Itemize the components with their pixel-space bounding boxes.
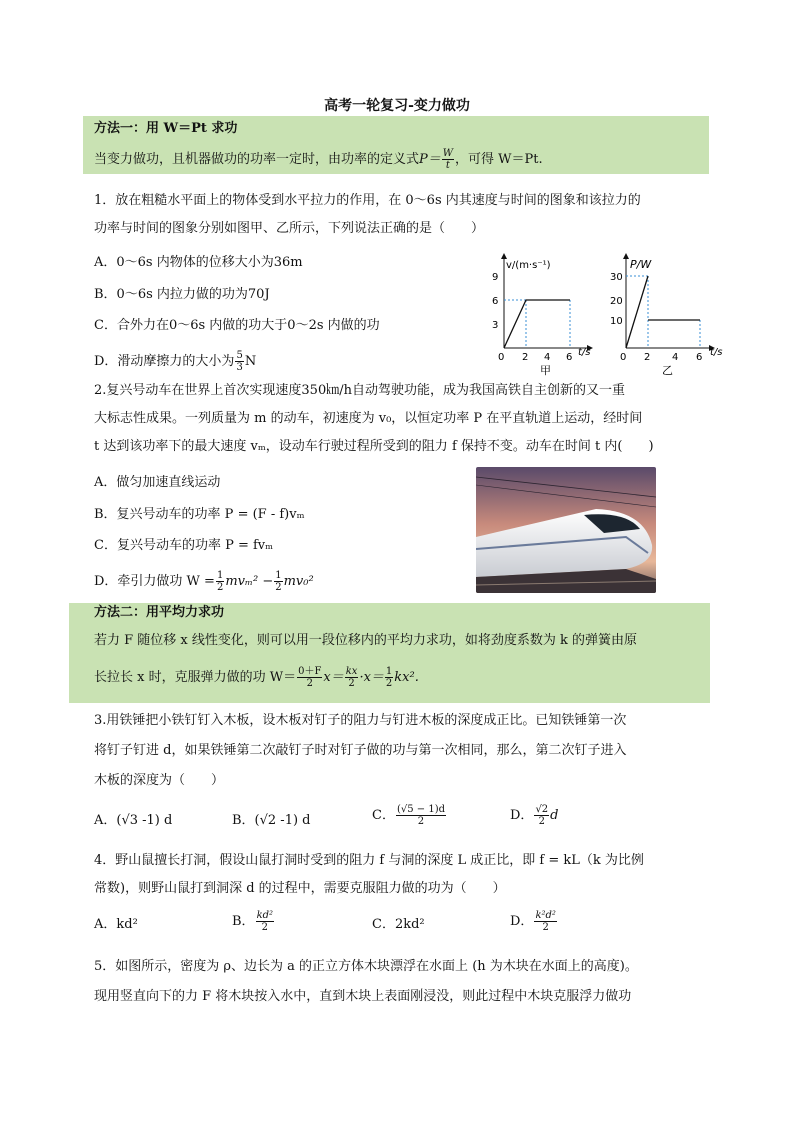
w-over-t-fraction: $\frac{W}{t}$ (442, 148, 454, 171)
q4-option-c: C．2kd² (372, 917, 425, 932)
svg-text:30: 30 (610, 272, 623, 283)
q2-line1: 2.复兴号动车在世界上首次实现速度350㎞/h自动驾驶功能，成为我国高铁自主创新的又一重 (94, 383, 625, 398)
svg-text:4: 4 (672, 352, 679, 363)
q3-option-b: B．(√2 -1) d (232, 813, 311, 828)
q1-line1: 1．放在粗糙水平面上的物体受到水平拉力的作用，在 0～6s 内其速度与时间的图象和该拉力的 (94, 193, 641, 208)
q3-line3: 木板的深度为（ ） (94, 773, 225, 788)
q2-line3: t 达到该功率下的最大速度 vₘ，设动车行驶过程所受到的阻力 f 保持不变。动车在时间 t 内( ) (94, 439, 654, 454)
q3-option-a: A．(√3 -1) d (94, 813, 173, 828)
svg-text:6: 6 (566, 352, 573, 363)
q2-option-a: A．做匀加速直线运动 (94, 475, 221, 490)
jia-y-label: v/(m·s⁻¹) (506, 260, 551, 271)
method1-description: 当变力做功，且机器做功的功率一定时，由功率的定义式P＝ $\frac{W}{t}$ ，可得 W＝Pt. (94, 148, 543, 171)
svg-text:2: 2 (644, 352, 651, 363)
page-title: 高考一轮复习-变力做功 (324, 98, 470, 114)
q2-option-b: B．复兴号动车的功率 P = (F - f)vₘ (94, 507, 305, 522)
q1-option-c: C．合外力在0～6s 内做的功大于0～2s 内做的功 (94, 318, 380, 333)
bullet-train-photo (476, 467, 656, 593)
q4-option-d: D． $\frac{\text{k²d²}}{2}$ (510, 910, 556, 933)
q2-option-d: D．牵引力做功 W = $\frac{1}{2}$ mvₘ² − $\frac{1}{2}$ mv₀² (94, 570, 314, 593)
svg-text:2: 2 (522, 352, 529, 363)
yi-power-line-rise (626, 276, 648, 348)
five-thirds-fraction: $\frac{5}{3}$ (236, 350, 243, 373)
jia-caption: 甲 (540, 364, 551, 377)
q5-line2: 现用竖直向下的力 F 将木块按入水中，直到木块上表面刚浸没，则此过程中木块克服浮力做功 (94, 989, 632, 1004)
method2-heading: 方法二：用平均力求功 (94, 605, 225, 620)
q4-option-a: A．kd² (94, 917, 138, 932)
svg-text:3: 3 (492, 320, 499, 331)
q4-option-b: B． $\frac{\text{kd²}}{2}$ (232, 910, 274, 933)
svg-text:6: 6 (492, 296, 499, 307)
method2-line2: 长拉长 x 时，克服弹力做的功 W＝ $\frac{0+F}{2}$ x＝ $\frac{kx}{2}$ ·x＝ $\frac{1}{2}$ kx². (94, 666, 419, 689)
q1-option-b: B．0～6s 内拉力做的功为70J (94, 287, 270, 302)
q2-line2: 大标志性成果。一列质量为 m 的动车，初速度为 v₀，以恒定功率 P 在平直轨道上运动，经时间 (94, 411, 643, 426)
q4-line2: 常数)，则野山鼠打到洞深 d 的过程中，需要克服阻力做的功为（ ） (94, 881, 506, 896)
q3-option-c: C． $\frac{(√5 - 1)d}{2}$ (372, 804, 445, 827)
q2-option-c: C．复兴号动车的功率 P = fvₘ (94, 538, 274, 553)
q3-line1: 3.用铁锤把小铁钉钉入木板，设木板对钉子的阻力与钉进木板的深度成正比。已知铁锤第一次 (94, 713, 627, 728)
q3-option-d: D． $\frac{√2}{2}$ d (510, 804, 559, 827)
method1-heading: 方法一：用 W＝Pt 求功 (94, 121, 238, 136)
q1-option-a: A．0～6s 内物体的位移大小为36m (94, 255, 303, 270)
svg-text:10: 10 (610, 316, 623, 327)
yi-y-label: P/W (630, 258, 652, 271)
q5-line1: 5．如图所示，密度为 ρ、边长为 a 的正立方体木块漂浮在水面上 (h 为木块在水面上的高度)。 (94, 959, 638, 974)
svg-text:0: 0 (498, 352, 505, 363)
yi-caption: 乙 (662, 364, 673, 377)
svg-text:6: 6 (696, 352, 703, 363)
q1-option-d: D．滑动摩擦力的大小为 $\frac{5}{3}$ N (94, 350, 257, 373)
svg-text:9: 9 (492, 272, 499, 283)
q3-line2: 将钉子钉进 d，如果铁锤第二次敲钉子时对钉子做的功与第一次相同，那么，第二次钉子进入 (94, 743, 627, 758)
svg-text:t/s: t/s (578, 347, 591, 358)
svg-text:4: 4 (544, 352, 551, 363)
velocity-time-graph (488, 252, 600, 377)
svg-text:0: 0 (620, 352, 627, 363)
svg-text:20: 20 (610, 296, 623, 307)
q1-line2: 功率与时间的图象分别如图甲、乙所示，下列说法正确的是（ ） (94, 221, 485, 236)
q4-line1: 4．野山鼠擅长打洞，假设山鼠打洞时受到的阻力 f 与洞的深度 L 成正比，即 f = kL（k 为比例 (94, 853, 644, 868)
svg-text:t/s: t/s (710, 347, 723, 358)
method2-line1: 若力 F 随位移 x 线性变化，则可以用一段位移内的平均力求功，如将劲度系数为 k 的弹簧由原 (94, 633, 638, 648)
jia-velocity-line (504, 300, 570, 348)
power-time-graph (610, 252, 730, 377)
